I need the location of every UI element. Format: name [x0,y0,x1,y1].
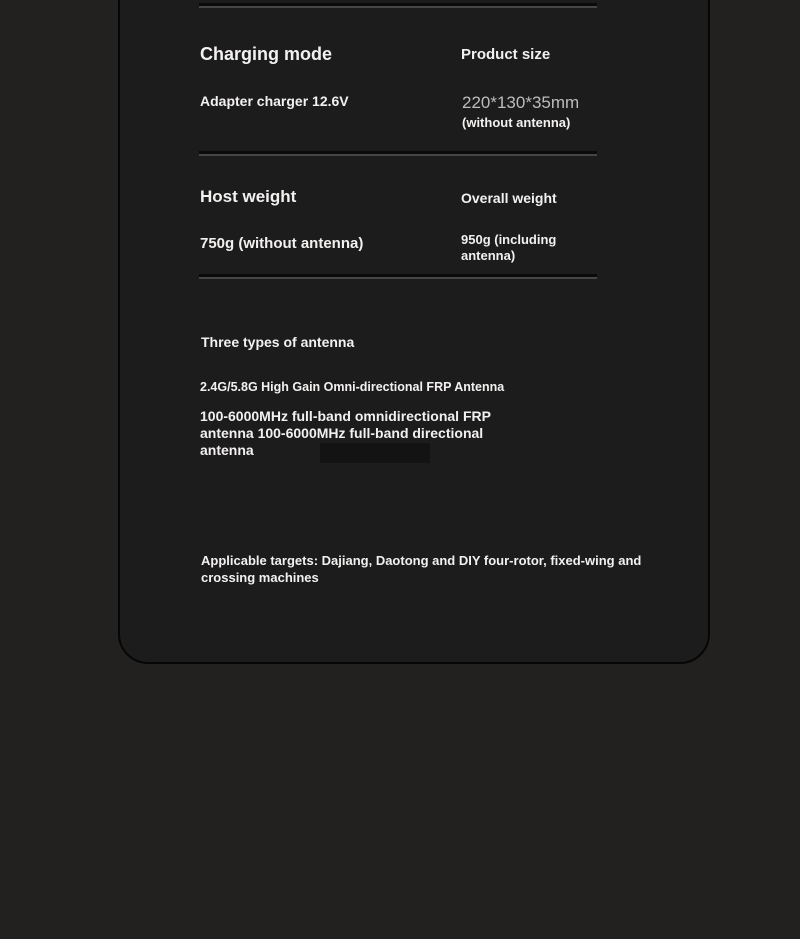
spec-label-charging-mode: Charging mode [200,44,333,64]
spec-value-overall-weight: 950g (including antenna) [461,232,557,263]
antenna-subtitle: 2.4G/5.8G High Gain Omni-directional FRP Antenna [200,380,505,394]
divider-top [199,3,597,8]
antenna-description: 100-6000MHz full-band omnidirectional FRP antenna 100-6000MHz full-band directional antenna [200,408,491,458]
divider-row-1 [199,151,597,156]
spec-label-overall-weight: Overall weight [461,190,557,206]
spec-value-charging-mode: Adapter charger 12.6V [200,93,349,109]
spec-label-host-weight: Host weight [200,187,297,206]
applicable-targets-text: Applicable targets: Dajiang, Daotong and DIY four-rotor, fixed-wing and crossing machines [201,553,642,585]
antenna-section-title: Three types of antenna [201,334,355,350]
divider-row-2 [199,274,597,279]
spec-value-product-size: 220*130*35mm [462,93,580,112]
spec-note-product-size: (without antenna) [462,115,571,130]
spec-value-host-weight: 750g (without antenna) [200,235,364,252]
spec-label-product-size: Product size [461,46,551,63]
